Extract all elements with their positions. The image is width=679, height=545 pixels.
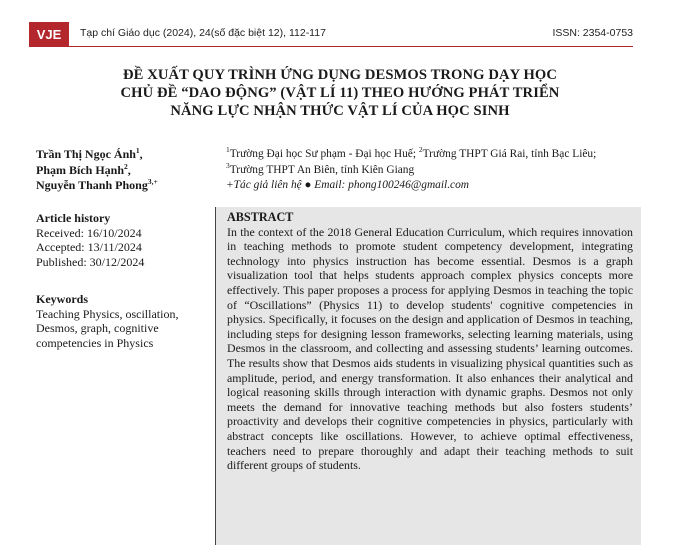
keywords-text: Teaching Physics, oscillation, Desmos, graph, cognitive competencies in Physics — [36, 306, 179, 350]
affiliation-text: Trường Đại học Sư phạm - Đại học Huế; — [229, 148, 419, 160]
article-meta-column — [36, 211, 216, 350]
title-line-2: CHỦ ĐỀ “DAO ĐỘNG” (VẬT LÍ 11) THEO HƯỚNG PHÁT TRIỂN — [120, 85, 560, 101]
author-name: Phạm Bích Hạnh — [36, 162, 125, 177]
received-date: Received: 16/10/2024 — [36, 225, 142, 240]
title-line-1: ĐỀ XUẤT QUY TRÌNH ỨNG DỤNG DESMOS TRONG DẠY HỌC — [122, 67, 558, 83]
journal-logo-badge: VJE — [29, 22, 69, 46]
affil-mark: 2 — [418, 145, 423, 155]
affil-mark: 3 — [226, 160, 230, 170]
affiliation-line-1 — [226, 147, 646, 163]
affil-mark: 1 — [226, 145, 230, 155]
published-date: Published: 30/12/2024 — [36, 254, 145, 269]
abstract-heading: ABSTRACT — [227, 210, 294, 224]
author-1 — [36, 147, 216, 163]
header-divider — [29, 46, 633, 47]
title-line-3: NĂNG LỰC NHẬN THỨC VẬT LÍ CỦA HỌC SINH — [170, 103, 510, 119]
author-separator: , — [139, 147, 143, 161]
paper-title — [40, 66, 640, 120]
affiliation-text: Trường THPT An Biên, tỉnh Kiên Giang — [229, 163, 415, 176]
accepted-date: Accepted: 13/11/2024 — [36, 240, 142, 254]
author-affil-mark: 3,+ — [147, 177, 158, 186]
abstract-box — [215, 207, 641, 545]
author-2 — [36, 163, 216, 179]
keywords-section — [36, 292, 216, 350]
author-name: Nguyễn Thanh Phong — [36, 178, 148, 192]
affiliations — [226, 147, 646, 194]
article-history — [36, 211, 216, 269]
author-list — [36, 147, 216, 194]
affiliation-text: Trường THPT Giá Rai, tỉnh Bạc Liêu; — [422, 148, 597, 160]
corresponding-contact: +Tác giả liên hệ ● Email: phong100246@gmail.com — [226, 179, 470, 191]
affiliation-line-2 — [226, 160, 646, 179]
article-history-heading: Article history — [36, 211, 111, 225]
abstract-text: In the context of the 2018 General Education Curriculum, which requires innovation in teaching methods to promote student competency development, integrating technology into physics instruction has become essential. Desmos is a graph visualization tool that helps students approach complex physics concepts more effectively. This paper proposes a process for applying Desmos in teaching the topic of “Oscillations” (Physics 11) to develop students' cognitive competencies in physics. Specifically, it focuses on the design and application of Desmos in teaching, including steps for designing lesson frameworks, selecting learning materials, using Desmos in the classroom, and collecting and assessing students’ learning outcomes. The results show that Desmos aids students in visualizing physical quantities such as amplitude, period, and energy transformation. It also enhances their analytical and logical reasoning skills through interaction with dynamic graphs. Desmos not only meets the demand for innovative teaching methods but also fosters students’ proactivity and develops their cognitive competencies in physics, particularly with abstract concepts like oscillations. However, to achieve optimal effectiveness, teachers need to prepare thoroughly and adapt their teaching methods to suit different groups of students. — [227, 224, 633, 473]
author-affil-mark: 2 — [124, 161, 128, 171]
keywords-heading: Keywords — [36, 292, 88, 306]
author-3 — [36, 178, 216, 194]
journal-reference: Tạp chí Giáo dục (2024), 24(số đặc biệt 12), 112-117 — [80, 27, 326, 39]
issn-number: ISSN: 2354-0753 — [552, 27, 633, 39]
author-separator: , — [127, 162, 131, 177]
author-affil-mark: 1 — [135, 146, 140, 155]
author-name: Trần Thị Ngọc Ánh — [36, 147, 136, 161]
journal-header — [0, 22, 679, 46]
